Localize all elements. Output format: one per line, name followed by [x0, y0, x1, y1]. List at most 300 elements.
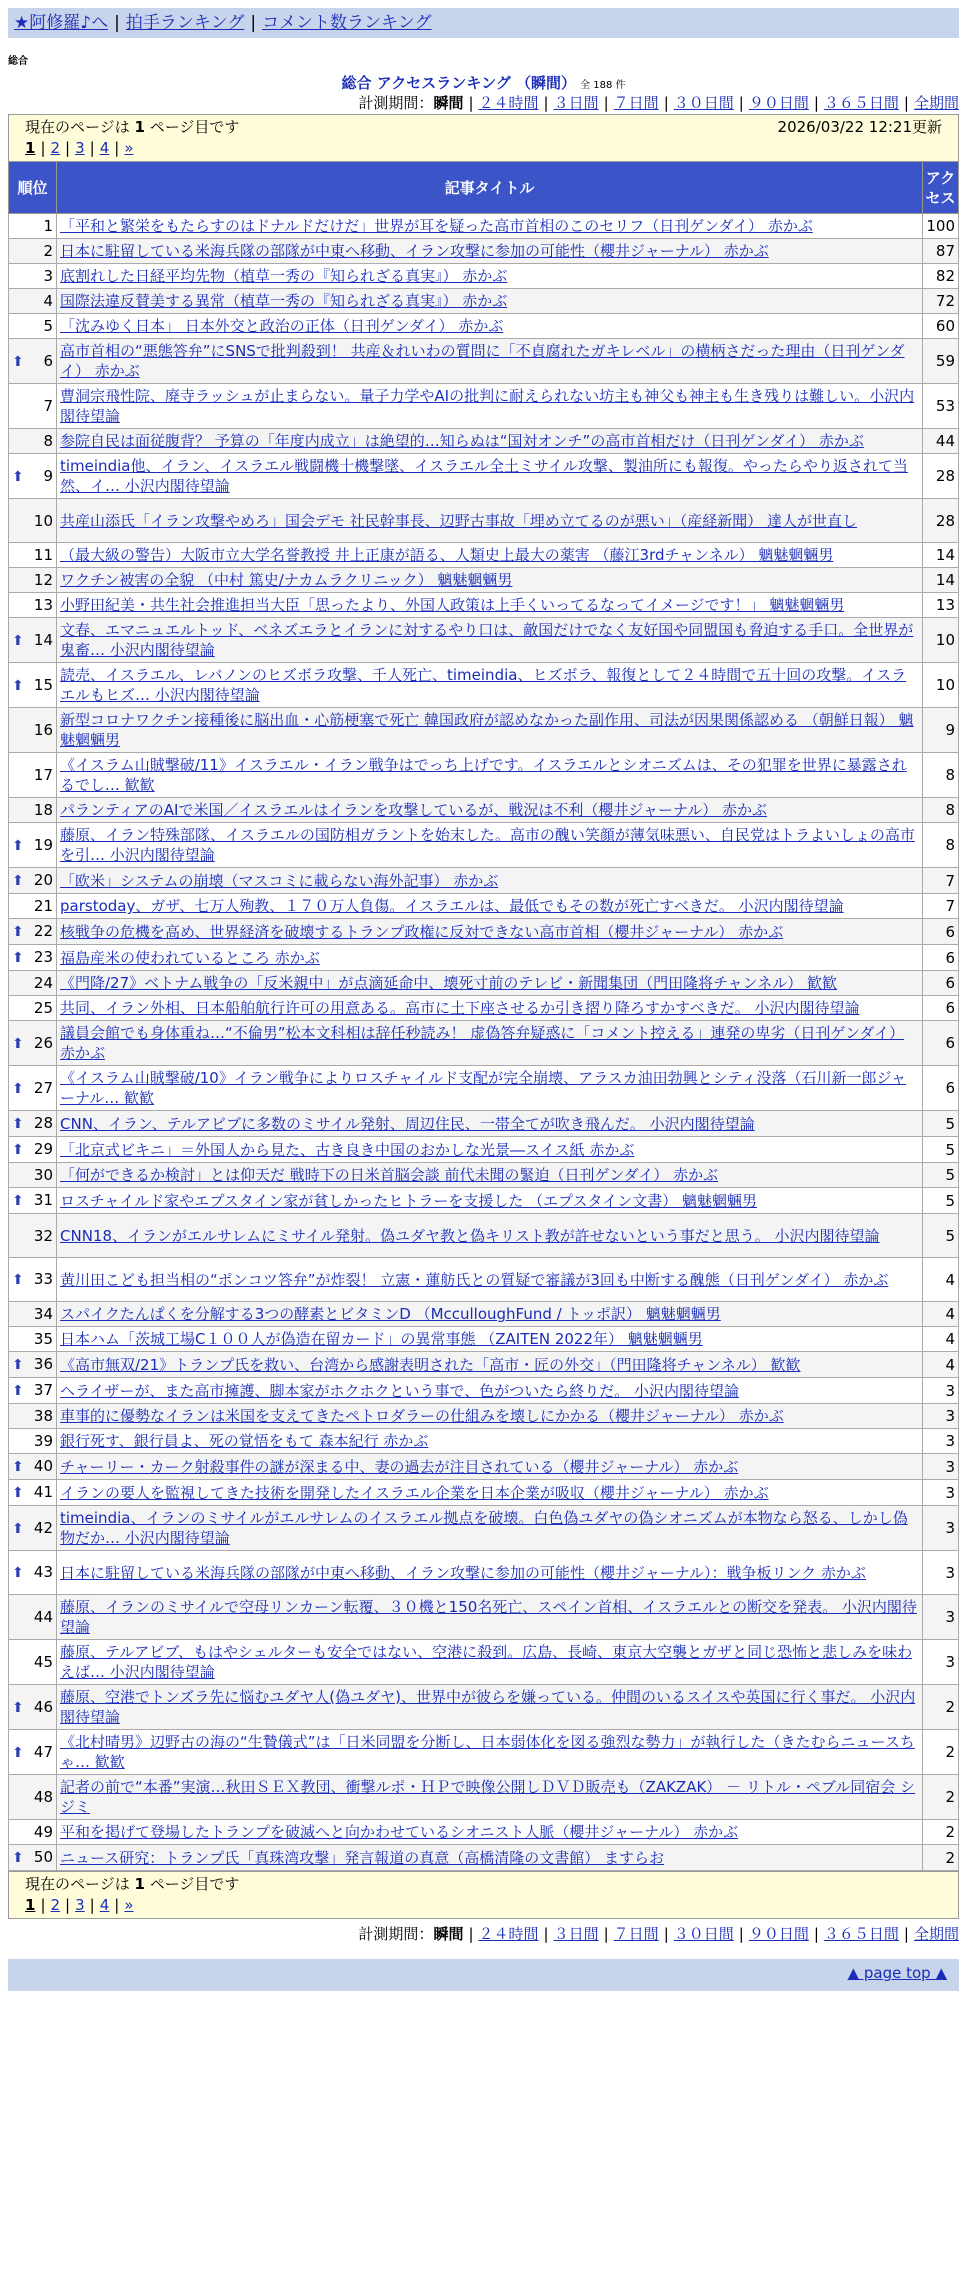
period-separator: |	[738, 1925, 744, 1943]
rank-cell	[9, 945, 57, 971]
period-current: 瞬間	[433, 94, 464, 112]
article-link[interactable]: CNN18、イランがエルサレムにミサイル発射。偽ユダヤ教と偽キリスト教が許せないという事だと思う。 小沢内閣待望論	[60, 1226, 880, 1245]
access-count: 3	[923, 1506, 959, 1551]
rank-cell	[9, 1454, 57, 1480]
rank-up-arrow-icon: ⬆	[12, 950, 24, 966]
page-link[interactable]: »	[124, 139, 134, 157]
article-link[interactable]: 《北村晴男》辺野古の海の“生贄儀式”は「日米同盟を分断し、日本弱体化を図る強烈な勢力」が執行した（きたむらニュースちゃ… 歓歓	[60, 1733, 915, 1771]
access-count: 6	[923, 945, 959, 971]
rank-up-arrow-icon: ⬆	[12, 1142, 24, 1158]
table-row	[9, 239, 959, 264]
title-cell	[57, 945, 923, 971]
period-label: 計測期間：	[358, 94, 434, 112]
table-row	[9, 264, 959, 289]
table-row	[9, 429, 959, 454]
rank-number: 41	[33, 1483, 53, 1501]
article-link[interactable]: 読売、イスラエル、レバノンのヒズボラ攻撃、千人死亡、timeindia、ヒズボラ、報復として２４時間で五十回の攻撃。イスラエルもヒズ… 小沢内閣待望論	[60, 666, 907, 704]
access-count: 28	[923, 454, 959, 499]
period-link[interactable]: ３０日間	[673, 1925, 734, 1943]
rank-cell	[9, 1820, 57, 1845]
title-cell	[57, 1820, 923, 1845]
rank-number: 13	[33, 596, 53, 614]
rank-number: 45	[33, 1653, 53, 1671]
rank-up-arrow-icon: ⬆	[12, 1565, 24, 1581]
page-separator: |	[40, 1896, 46, 1914]
table-row	[9, 384, 959, 429]
current-page-text: 現在のページは 1 ページ目です	[25, 118, 240, 136]
table-row	[9, 1506, 959, 1551]
rank-number: 37	[33, 1381, 53, 1399]
pager-top	[8, 114, 959, 161]
rank-cell	[9, 1258, 57, 1302]
access-count: 2	[923, 1845, 959, 1871]
table-row	[9, 1021, 959, 1066]
title-cell	[57, 996, 923, 1021]
rank-cell	[9, 1685, 57, 1730]
title-cell	[57, 1845, 923, 1871]
title-cell	[57, 1021, 923, 1066]
period-link[interactable]: ３０日間	[673, 94, 734, 112]
rank-column-header: 順位	[9, 162, 57, 214]
period-link[interactable]: ２４時間	[478, 1925, 539, 1943]
table-row	[9, 996, 959, 1021]
title-cell	[57, 1685, 923, 1730]
period-selector-top	[8, 92, 959, 114]
page-link[interactable]: »	[124, 1896, 134, 1914]
rank-cell	[9, 339, 57, 384]
table-row	[9, 1214, 959, 1258]
table-row	[9, 1163, 959, 1188]
table-row	[9, 339, 959, 384]
title-cell	[57, 1640, 923, 1685]
period-link[interactable]: ３日間	[553, 1925, 599, 1943]
rank-cell	[9, 454, 57, 499]
title-cell	[57, 1163, 923, 1188]
access-count: 8	[923, 798, 959, 823]
article-link[interactable]: 底割れした日経平均先物（植草一秀の『知られざる真実』） 赤かぶ	[60, 267, 508, 285]
article-link[interactable]: 平和を掲げて登場したトランプを破滅へと向かわせているシオニスト人脈（櫻井ジャーナル） 赤かぶ	[60, 1823, 739, 1841]
title-cell	[57, 429, 923, 454]
table-row	[9, 663, 959, 708]
access-count: 6	[923, 971, 959, 996]
title-cell	[57, 499, 923, 543]
period-separator: |	[903, 94, 909, 112]
table-row	[9, 1137, 959, 1163]
table-row	[9, 499, 959, 543]
period-link[interactable]: ３６５日間	[823, 94, 899, 112]
article-link[interactable]: 記者の前で“本番”実演…秋田ＳＥＸ教団、衝撃ルポ・ＨＰで映像公開しＤＶＤ販売も（ZAKZAK） － リトル・ペブル同宿会 シジミ	[60, 1778, 915, 1816]
clap-ranking-link[interactable]: 拍手ランキング	[125, 13, 245, 33]
period-separator: |	[603, 94, 609, 112]
rank-number: 50	[33, 1848, 53, 1866]
title-cell	[57, 568, 923, 593]
title-cell	[57, 1352, 923, 1378]
access-count: 5	[923, 1214, 959, 1258]
article-link[interactable]: ワクチン被害の全貌 （中村 篤史/ナカムラクリニック） 魑魅魍魎男	[60, 571, 513, 589]
current-page-text-bottom: 現在のページは 1 ページ目です	[25, 1875, 240, 1893]
rank-cell	[9, 753, 57, 798]
rank-number: 47	[33, 1742, 53, 1761]
table-row	[9, 1111, 959, 1137]
rank-cell	[9, 823, 57, 868]
title-cell	[57, 894, 923, 919]
rank-number: 5	[43, 317, 53, 335]
rank-cell	[9, 314, 57, 339]
page-separator: |	[89, 139, 95, 157]
rank-number: 28	[33, 1114, 53, 1132]
period-link[interactable]: ２４時間	[478, 94, 539, 112]
article-link[interactable]: チャーリー・カーク射殺事件の謎が深まる中、妻の過去が注目されている（櫻井ジャーナル） 赤かぶ	[60, 1457, 739, 1476]
rank-number: 29	[33, 1140, 53, 1158]
page-link[interactable]: 2	[50, 1896, 61, 1914]
page-separator: |	[65, 1896, 71, 1914]
article-link[interactable]: 日本ハム「茨城工場C１００人が偽造在留カード」の異常事態 （ZAITEN 2022年） 魑魅魍魎男	[60, 1330, 703, 1348]
access-count: 2	[923, 1730, 959, 1775]
table-row	[9, 1302, 959, 1327]
access-count: 3	[923, 1378, 959, 1404]
period-separator: |	[738, 94, 744, 112]
article-link[interactable]: ニュース研究：トランプ氏「真珠湾攻撃」発言報道の真意（高橋清隆の文書館） ますらお	[60, 1848, 665, 1867]
article-link[interactable]: 参院自民は面従腹背？ 予算の「年度内成立」は絶望的…知らぬは“国対オンチ”の高市首相だけ（日刊ゲンダイ） 赤かぶ	[60, 432, 864, 450]
period-separator: |	[543, 1925, 549, 1943]
category-label: 総合	[8, 56, 28, 67]
article-link[interactable]: （最大級の警告）大阪市立大学名誉教授 井上正康が語る、人類史上最大の薬害 （藤江3rdチャンネル） 魑魅魍魎男	[60, 546, 834, 564]
article-link[interactable]: パランティアのAIで米国／イスラエルはイランを攻撃しているが、戦況は不利（櫻井ジャーナル） 赤かぶ	[60, 801, 768, 819]
article-link[interactable]: 議員会館でも身体重ね…“不倫男”松本文科相は辞任秒読み！ 虚偽答弁疑惑に「コメント控える」連発の卑劣（日刊ゲンダイ） 赤かぶ	[60, 1024, 905, 1062]
table-row	[9, 945, 959, 971]
rank-number: 22	[33, 922, 53, 940]
table-row	[9, 919, 959, 945]
period-link[interactable]: ９０日間	[748, 1925, 809, 1943]
rank-up-arrow-icon: ⬆	[12, 1272, 24, 1288]
rank-up-arrow-icon: ⬆	[12, 1485, 24, 1501]
rank-cell	[9, 264, 57, 289]
rank-cell	[9, 1188, 57, 1214]
table-row	[9, 214, 959, 239]
period-link[interactable]: ３６５日間	[823, 1925, 899, 1943]
page-link[interactable]: 3	[75, 139, 85, 157]
article-link[interactable]: 「北京式ビキニ」＝外国人から見た、古き良き中国のおかしな光景―スイス紙 赤かぶ	[60, 1140, 635, 1159]
title-cell	[57, 1480, 923, 1506]
rank-cell	[9, 289, 57, 314]
table-row	[9, 894, 959, 919]
title-cell	[57, 663, 923, 708]
rank-up-arrow-icon: ⬆	[12, 1035, 24, 1052]
title-cell	[57, 868, 923, 894]
rank-up-arrow-icon: ⬆	[12, 632, 24, 649]
title-cell	[57, 1429, 923, 1454]
title-cell	[57, 1111, 923, 1137]
rank-cell	[9, 1506, 57, 1551]
rank-number: 1	[43, 217, 53, 235]
comment-ranking-link[interactable]: コメント数ランキング	[262, 13, 432, 33]
rank-number: 27	[33, 1078, 53, 1097]
page-links-bottom	[25, 1894, 942, 1916]
rank-up-arrow-icon: ⬆	[12, 1357, 24, 1373]
title-cell	[57, 593, 923, 618]
article-link[interactable]: 「沈みゆく日本」 日本外交と政治の正体（日刊ゲンダイ） 赤かぶ	[60, 317, 504, 335]
article-link[interactable]: 日本に駐留している米海兵隊の部隊が中東へ移動、イラン攻撃に参加の可能性（櫻井ジャーナル）：戦争板リンク 赤かぶ	[60, 1563, 866, 1582]
period-separator: |	[813, 94, 819, 112]
rank-number: 12	[33, 571, 53, 589]
table-row	[9, 543, 959, 568]
article-link[interactable]: timeindia他、イラン、イスラエル戦闘機十機撃墜、イスラエル全土ミサイル攻撃、製油所にも報復。やったらやり返されて当然、イ… 小沢内閣待望論	[60, 457, 908, 495]
updated-timestamp: 2026/03/22 12:21更新	[777, 118, 942, 136]
page-top-link[interactable]: ▲ page top ▲	[847, 1964, 947, 1982]
period-current: 瞬間	[433, 1925, 464, 1943]
article-link[interactable]: 藤原、イランのミサイルで空母リンカーン転覆、３０機と150名死亡、スペイン首相、イスラエルとの断交を発表。 小沢内閣待望論	[60, 1598, 917, 1636]
rank-up-arrow-icon: ⬆	[12, 1193, 24, 1209]
table-row	[9, 1640, 959, 1685]
access-count: 72	[923, 289, 959, 314]
table-row	[9, 568, 959, 593]
access-count: 14	[923, 568, 959, 593]
access-count: 6	[923, 1066, 959, 1111]
rank-cell	[9, 1302, 57, 1327]
access-count: 44	[923, 429, 959, 454]
table-row	[9, 1454, 959, 1480]
access-count: 13	[923, 593, 959, 618]
period-link[interactable]: ７日間	[613, 1925, 659, 1943]
rank-number: 11	[33, 546, 53, 564]
access-count: 5	[923, 1163, 959, 1188]
rank-cell	[9, 1378, 57, 1404]
article-link[interactable]: 新型コロナワクチン接種後に脳出血・心筋梗塞で死亡 韓国政府が認めなかった副作用、司法が因果関係認める （朝鮮日報） 魑魅魍魎男	[60, 711, 914, 749]
rank-cell	[9, 1595, 57, 1640]
article-link[interactable]: 日本に駐留している米海兵隊の部隊が中東へ移動、イラン攻撃に参加の可能性（櫻井ジャーナル） 赤かぶ	[60, 242, 769, 260]
table-row	[9, 618, 959, 663]
page-separator: |	[114, 1896, 120, 1914]
title-cell	[57, 289, 923, 314]
page-link[interactable]: 2	[50, 139, 61, 157]
access-count: 4	[923, 1258, 959, 1302]
title-cell	[57, 1188, 923, 1214]
article-link[interactable]: parstoday、ガザ、七万人殉教、１７０万人負傷。イスラエルは、最低でもその数が死亡すべきだ。 小沢内閣待望論	[60, 897, 844, 915]
article-link[interactable]: 文春、エマニュエルトッド、ベネズエラとイランに対するやり口は、敵国だけでなく友好国や同盟国も脅迫する手口。全世界が鬼畜… 小沢内閣待望論	[60, 621, 914, 659]
article-link[interactable]: 《イスラム山賊撃破/11》イスラエル・イラン戦争はでっち上げです。イスラエルとシオニズムは、その犯罪を世界に暴露されるでし… 歓歓	[60, 756, 907, 794]
access-count: 5	[923, 1188, 959, 1214]
title-cell	[57, 1214, 923, 1258]
table-row	[9, 798, 959, 823]
rank-number: 16	[33, 721, 53, 739]
title-cell	[57, 971, 923, 996]
article-link[interactable]: 共産山添氏「イラン攻撃やめろ」国会デモ 社民幹事長、辺野古事故「埋め立てるのが悪い」（産経新聞） 達人が世直し	[60, 511, 858, 530]
rank-number: 48	[33, 1788, 53, 1806]
article-link[interactable]: 曹洞宗飛性院、廃寺ラッシュが止まらない。量子力学やAIの批判に耐えられない坊主も神父も神主も生き残りは難しい。小沢内閣待望論	[60, 387, 915, 425]
rank-up-arrow-icon: ⬆	[12, 924, 24, 940]
access-count: 2	[923, 1820, 959, 1845]
article-link[interactable]: 黄川田こども担当相の“ポンコツ答弁”が炸裂！ 立憲・蓮舫氏との質疑で審議が3回も中断する醜態（日刊ゲンダイ） 赤かぶ	[60, 1270, 889, 1289]
article-link[interactable]: 高市首相の“悪態答弁”にSNSで批判殺到！ 共産＆れいわの質問に「不貞腐れたガキレベル」の横柄さだった理由（日刊ゲンダイ） 赤かぶ	[60, 342, 905, 380]
rank-number: 7	[43, 397, 53, 415]
article-link[interactable]: 核戦争の危機を高め、世界経済を破壊するトランプ政権に反対できない高市首相（櫻井ジャーナル） 赤かぶ	[60, 922, 784, 941]
rank-cell	[9, 1429, 57, 1454]
access-count: 82	[923, 264, 959, 289]
rank-cell	[9, 919, 57, 945]
rank-number: 21	[33, 897, 53, 915]
title-cell	[57, 1404, 923, 1429]
article-link[interactable]: 福島産米の使われているところ 赤かぶ	[60, 948, 320, 967]
access-count: 10	[923, 663, 959, 708]
access-count: 9	[923, 708, 959, 753]
title-cell	[57, 1302, 923, 1327]
page-link[interactable]: 4	[99, 139, 110, 157]
access-count: 28	[923, 499, 959, 543]
rank-cell	[9, 1163, 57, 1188]
title-column-header: 記事タイトル	[57, 162, 923, 214]
period-link[interactable]: ３日間	[553, 94, 599, 112]
rank-cell	[9, 1404, 57, 1429]
access-count: 3	[923, 1551, 959, 1595]
rank-up-arrow-icon: ⬆	[12, 1080, 24, 1097]
article-link[interactable]: 車事的に優勢なイランは米国を支えてきたペトロダラーの仕組みを壊しにかかる（櫻井ジャーナル） 赤かぶ	[60, 1407, 784, 1425]
article-link[interactable]: 「平和と繁栄をもたらすのはドナルドだけだ」世界が耳を疑った高市首相のこのセリフ（日刊ゲンダイ） 赤かぶ	[60, 217, 813, 235]
page-separator: |	[65, 139, 71, 157]
table-row	[9, 1551, 959, 1595]
ranking-title: 総合 アクセスランキング （瞬間）	[341, 74, 577, 92]
rank-number: 43	[33, 1563, 53, 1581]
table-row	[9, 454, 959, 499]
title-cell	[57, 214, 923, 239]
rank-cell	[9, 1066, 57, 1111]
title-cell	[57, 1454, 923, 1480]
article-link[interactable]: 藤原、空港でトンズラ先に悩むユダヤ人(偽ユダヤ)、世界中が彼らを嫌っている。仲間のいるスイスや英国に行く事だ。 小沢内閣待望論	[60, 1688, 916, 1726]
period-link[interactable]: ９０日間	[748, 94, 809, 112]
rank-cell	[9, 499, 57, 543]
title-cell	[57, 543, 923, 568]
article-link[interactable]: 《高市無双/21》トランプ氏を救い、台湾から感謝表明された「高市・匠の外交」（門田隆将チャンネル） 歓歓	[60, 1355, 801, 1374]
title-cell	[57, 314, 923, 339]
rank-cell	[9, 1111, 57, 1137]
total-count: 全 188 件	[580, 80, 626, 91]
table-row	[9, 1188, 959, 1214]
period-separator: |	[543, 94, 549, 112]
article-link[interactable]: 藤原、テルアビブ、もはやシェルターも安全ではない、空港に殺到。広島、長崎、東京大空襲とガザと同じ恐怖と悲しみを味わえば… 小沢内閣待望論	[60, 1643, 913, 1681]
title-cell	[57, 1258, 923, 1302]
rank-number: 36	[33, 1355, 53, 1373]
access-count: 6	[923, 1021, 959, 1066]
title-cell	[57, 798, 923, 823]
rank-number: 35	[33, 1330, 53, 1348]
table-row	[9, 708, 959, 753]
article-link[interactable]: 藤原、イラン特殊部隊、イスラエルの国防相ガラントを始末した。高市の醜い笑顔が薄気味悪い、自民党はトラよいしょの高市を引… 小沢内閣待望論	[60, 826, 915, 864]
title-cell	[57, 618, 923, 663]
access-count: 59	[923, 339, 959, 384]
table-row	[9, 1066, 959, 1111]
table-row	[9, 1429, 959, 1454]
article-link[interactable]: 「何ができるか検討」とは仰天だ 戦時下の日米首脳会談 前代未聞の緊迫（日刊ゲンダイ） 赤かぶ	[60, 1166, 719, 1184]
title-cell	[57, 384, 923, 429]
period-separator: |	[663, 1925, 669, 1943]
access-count: 3	[923, 1640, 959, 1685]
rank-number: 14	[33, 630, 53, 649]
rank-number: 23	[33, 948, 53, 966]
period-separator: |	[663, 94, 669, 112]
article-link[interactable]: 小野田紀美・共生社会推進担当大臣「思ったより、外国人政策は上手くいってるなってイメージです！」 魑魅魍魎男	[60, 596, 845, 614]
access-count: 5	[923, 1111, 959, 1137]
ranking-heading	[8, 72, 959, 92]
article-link[interactable]: CNN、イラン、テルアビブに多数のミサイル発射、周辺住民、一帯全てが吹き飛んだ。 小沢内閣待望論	[60, 1114, 755, 1133]
rank-number: 32	[33, 1226, 53, 1245]
rank-up-arrow-icon: ⬆	[12, 837, 24, 854]
title-cell	[57, 1066, 923, 1111]
period-label: 計測期間：	[358, 1925, 434, 1943]
article-link[interactable]: 《イスラム山賊撃破/10》イラン戦争によりロスチャイルド支配が完全崩壊、アラスカ油田勃興とシティ没落（石川新一郎ジャーナル… 歓歓	[60, 1069, 907, 1107]
title-cell	[57, 1775, 923, 1820]
access-count: 8	[923, 753, 959, 798]
page-link[interactable]: 4	[99, 1896, 110, 1914]
table-row	[9, 314, 959, 339]
title-cell	[57, 1506, 923, 1551]
page-link-current: 1	[25, 1896, 36, 1914]
rank-cell	[9, 1352, 57, 1378]
access-count: 4	[923, 1327, 959, 1352]
article-link[interactable]: 《門降/27》ベトナム戦争の「反米親中」が点滴延命中、壊死寸前のテレビ・新聞集団（門田隆将チャンネル） 歓歓	[60, 974, 837, 992]
table-row	[9, 1730, 959, 1775]
rank-number: 4	[43, 292, 53, 310]
access-count: 8	[923, 823, 959, 868]
rank-number: 10	[33, 511, 53, 530]
table-row	[9, 1404, 959, 1429]
access-count: 3	[923, 1429, 959, 1454]
table-row	[9, 868, 959, 894]
page-separator: |	[89, 1896, 95, 1914]
article-link[interactable]: 共同、イラン外相、日本船舶航行许可の用意ある。高市に土下座させるか引き摺り降ろすかすべきだ。 小沢内閣待望論	[60, 999, 860, 1017]
rank-cell	[9, 1137, 57, 1163]
table-row	[9, 593, 959, 618]
rank-number: 44	[33, 1608, 53, 1626]
access-count: 7	[923, 868, 959, 894]
period-link[interactable]: 全期間	[913, 1925, 959, 1943]
page-separator: |	[114, 139, 120, 157]
article-link[interactable]: スパイクたんぱくを分解する3つの酵素とビタミンD （McculloughFund / トッポ訳） 魑魅魍魎男	[60, 1305, 721, 1323]
table-row	[9, 1327, 959, 1352]
home-link[interactable]: ★阿修羅♪へ	[14, 13, 109, 33]
title-cell	[57, 823, 923, 868]
rank-number: 24	[33, 974, 53, 992]
ranking-table	[8, 161, 959, 1871]
rank-cell	[9, 971, 57, 996]
article-link[interactable]: ヘライザーが、また高市擁護、脚本家がホクホクという事で、色がついたら終りだ。 小沢内閣待望論	[60, 1381, 740, 1400]
rank-cell	[9, 708, 57, 753]
title-cell	[57, 1378, 923, 1404]
article-link[interactable]: 国際法違反賛美する異常（植草一秀の『知られざる真実』） 赤かぶ	[60, 292, 508, 310]
period-link[interactable]: 全期間	[913, 94, 959, 112]
access-count: 14	[923, 543, 959, 568]
rank-number: 30	[33, 1166, 53, 1184]
title-cell	[57, 753, 923, 798]
article-link[interactable]: timeindia、イランのミサイルがエルサレムのイスラエル拠点を破壊。白色偽ユダヤの偽シオニズムが本物なら怒る、しかし偽物だか… 小沢内閣待望論	[60, 1509, 908, 1547]
access-count: 53	[923, 384, 959, 429]
table-row	[9, 1595, 959, 1640]
period-link[interactable]: ７日間	[613, 94, 659, 112]
article-link[interactable]: 銀行死す、銀行員よ、死の覚悟をもて 森本紀行 赤かぶ	[60, 1432, 429, 1450]
access-count: 5	[923, 1137, 959, 1163]
pager-bottom	[8, 1871, 959, 1919]
rank-cell	[9, 1640, 57, 1685]
access-count: 3	[923, 1404, 959, 1429]
page-separator: |	[40, 139, 46, 157]
rank-number: 25	[33, 999, 53, 1017]
page-link[interactable]: 3	[75, 1896, 85, 1914]
rank-cell	[9, 798, 57, 823]
article-link[interactable]: ロスチャイルド家やエプスタイン家が貧しかったヒトラーを支援した （エプスタイン文書） 魑魅魍魎男	[60, 1191, 757, 1210]
period-separator: |	[468, 94, 474, 112]
nav-separator: |	[250, 13, 257, 33]
article-link[interactable]: 「欧米」システムの崩壊（マスコミに載らない海外記事） 赤かぶ	[60, 871, 499, 890]
access-count: 2	[923, 1775, 959, 1820]
article-link[interactable]: イランの要人を監視してきた技術を開発したイスラエル企業を日本企業が吸収（櫻井ジャーナル） 赤かぶ	[60, 1483, 769, 1502]
